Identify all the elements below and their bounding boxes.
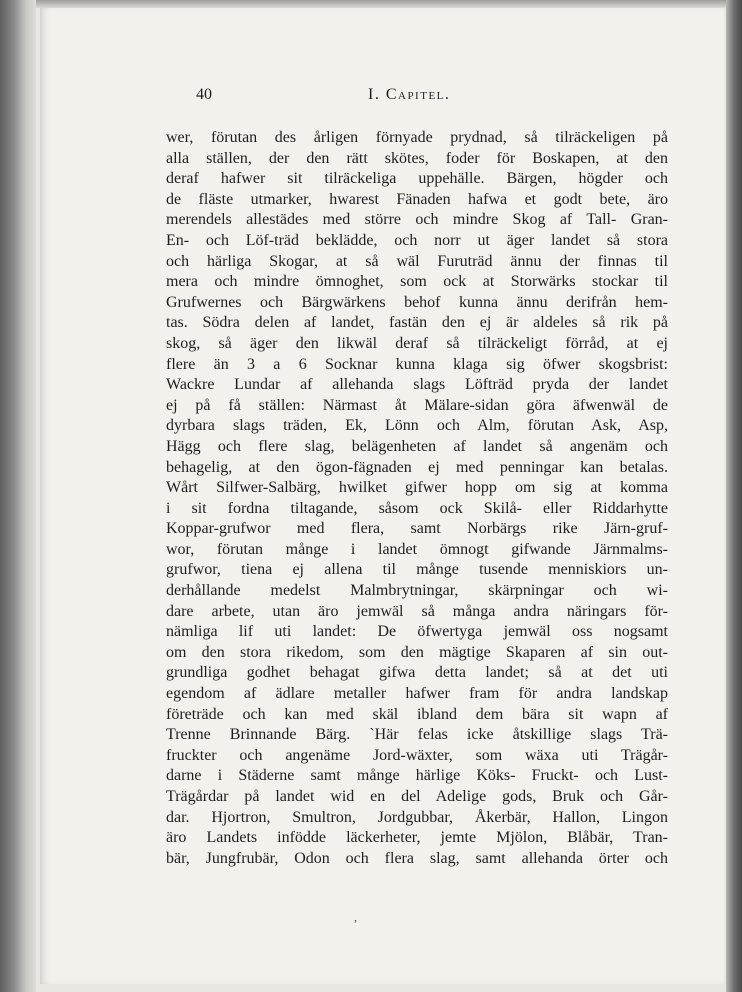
text-line: Wackre Lundar af allehanda slags Löfträd pryda der landet (166, 376, 668, 394)
text-line: fruckter och angenäme Jord-wäxter, som wäxa uti Trägår- (166, 746, 668, 764)
text-line: Hägg och flere slag, belägenheten af landet så angenäm och (166, 437, 668, 455)
text-line: derhållande medelst Malmbrytningar, skärpningar och wi- (166, 582, 668, 600)
text-line: bär, Jungfrubär, Odon och flera slag, samt allehanda örter och (166, 849, 668, 867)
text-line: Grufwernes och Bärgwärkens behof kunna ännu derifrån hem- (166, 293, 668, 311)
text-line: deraf hafwer sit tilräckeliga uppehälle. Bärgen, högder och (166, 170, 668, 188)
text-line: dar. Hjortron, Smultron, Jordgubbar, Åkerbär, Hallon, Lingon (166, 808, 668, 826)
text-line: Koppar-grufwor med flera, samt Norbärgs rike Järn-gruf- (166, 520, 668, 538)
text-line: de fläste utmarker, hwarest Fänaden hafwa et godt bete, äro (166, 190, 668, 208)
text-line: tas. Södra delen af landet, fastän den ej är aldeles så rik på (166, 314, 668, 332)
text-line: om den stora rikedom, som den mägtige Skaparen af sin out- (166, 643, 668, 661)
text-line: Trenne Brinnande Bärg. `Här felas icke åtskillige slags Trä- (166, 726, 668, 744)
text-line: dyrbara slags träden, Ek, Lönn och Alm, förutan Ask, Asp, (166, 417, 668, 435)
book-binding-left (0, 0, 36, 992)
text-line: grufwor, tiena ej allena til månge tusende menniskiors un- (166, 561, 668, 579)
book-edge-right (726, 0, 742, 992)
text-line: nämliga lif uti landet: De öfwertyga jemwäl oss nogsamt (166, 623, 668, 641)
text-line: äro Landets infödde läckerheter, jemte Mjölon, Blåbär, Tran- (166, 829, 668, 847)
text-line: wor, förutan månge i landet ömnogt gifwande Järnmalms- (166, 540, 668, 558)
stray-mark: , (354, 910, 357, 924)
text-line: grundliga godhet behagat gifwa detta landet; så at det uti (166, 664, 668, 682)
text-line: alla ställen, der den rätt skötes, foder för Boskapen, at den (166, 149, 668, 167)
text-line: skog, så äger den likwäl deraf så tilräckeligt förråd, at ej (166, 334, 668, 352)
text-line: wer, förutan des årligen förnyade prydnad, så tilräckeligen på (166, 129, 668, 146)
text-line: Wårt Silfwer-Salbärg, hwilket gifwer hopp om sig at komma (166, 479, 668, 497)
text-line: mera och mindre ömnoghet, som ock at Storwärks stockar til (166, 273, 668, 291)
text-line: merendels allestädes med större och mindre Skog af Tall- Gran- (166, 211, 668, 229)
text-line: flere än 3 a 6 Socknar kunna klaga sig öfwer skogsbrist: (166, 355, 668, 373)
text-line: och härliga Skogar, at så wäl Furuträd ännu der finnas til (166, 252, 668, 270)
text-line: i sit fordna tiltagande, såsom ock Skilå- eller Riddarhytte (166, 499, 668, 517)
page-top-edge (36, 0, 726, 8)
text-line: behagelig, at den ögon-fägnaden ej med penningar kan betalas. (166, 458, 668, 476)
running-head (196, 86, 668, 108)
text-line: dare arbete, utan äro jemwäl så många andra näringars för- (166, 602, 668, 620)
page-number: 40 (196, 86, 212, 103)
text-line: ej på få ställen: Närmast åt Mälare-sidan göra äfwenwäl de (166, 396, 668, 414)
text-line: företräde och kan med skäl ibland dem bära sit wapn af (166, 705, 668, 723)
body-text (166, 128, 668, 869)
text-line: En- och Löf-träd beklädde, och norr ut äger landet så stora (166, 231, 668, 249)
text-line: Trägårdar på landet wid en del Adelige gods, Bruk och Går- (166, 788, 668, 805)
text-line: darne i Städerne samt månge härlige Köks- Fruckt- och Lust- (166, 767, 668, 785)
chapter-title: I. Capitel. (368, 86, 451, 103)
text-line: egendom af ädlare metaller hafwer fram för andra landskap (166, 685, 668, 703)
